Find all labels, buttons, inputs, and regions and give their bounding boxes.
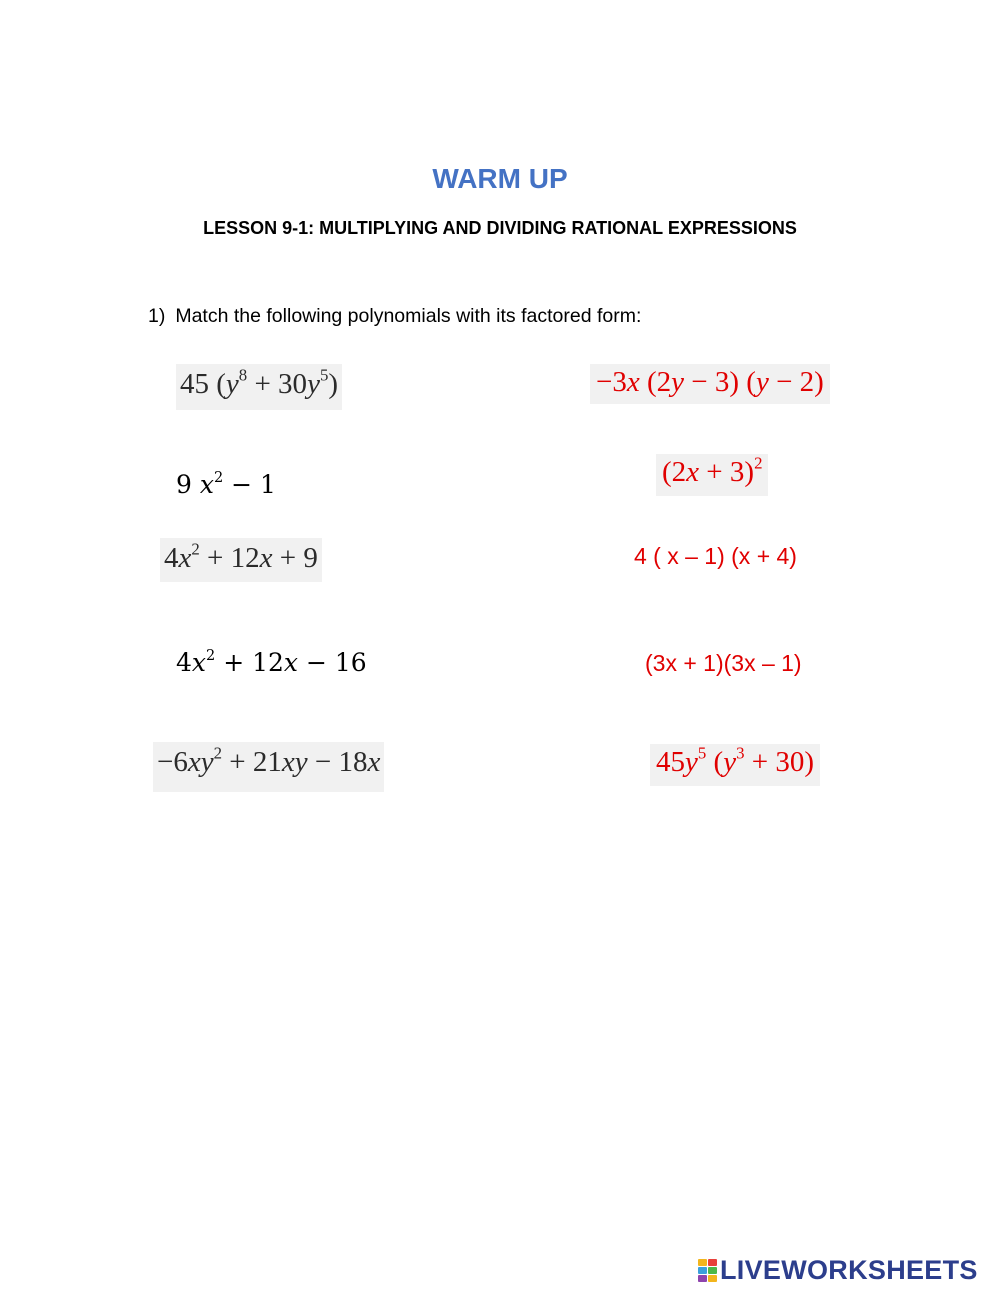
logo-block — [698, 1267, 707, 1274]
polynomial-5[interactable]: $-6xy^2 + 21xy - 18x$ — [153, 742, 384, 792]
logo-block — [698, 1275, 707, 1282]
polynomial-4[interactable]: $4x^2 + 12x - 16$ — [176, 648, 367, 677]
logo-block — [708, 1267, 717, 1274]
logo-block — [698, 1259, 707, 1266]
logo-text: LIVEWORKSHEETS — [720, 1254, 978, 1285]
polynomial-2[interactable]: 9 $x^2 - 1$ — [176, 470, 276, 499]
polynomial-1[interactable]: 45 $(y^8 + 30y^5)$ — [176, 364, 342, 410]
logo-block — [708, 1275, 717, 1282]
question-number: 1) — [148, 305, 166, 327]
liveworksheets-logo — [698, 1255, 978, 1285]
factored-form-5[interactable]: $45y^5$ $(y^3 + 30)$ — [650, 744, 820, 786]
logo-blocks-icon — [698, 1259, 717, 1282]
factored-form-1[interactable]: −3x (2y − 3) (y − 2) — [590, 364, 830, 404]
question-text: Match the following polynomials with its factored form: — [175, 305, 642, 327]
factored-form-4[interactable]: (3x + 1)(3x – 1) — [645, 650, 802, 676]
lesson-subtitle: LESSON 9-1: MULTIPLYING AND DIVIDING RATIONAL EXPRESSIONS — [203, 218, 797, 238]
question-1 — [148, 305, 641, 328]
page-title: WARM UP — [432, 163, 568, 194]
logo-block — [708, 1259, 717, 1266]
factored-form-3[interactable]: 4 ( x – 1) (x + 4) — [634, 543, 797, 569]
polynomial-3[interactable]: $4x^2 + 12x + 9$ — [160, 538, 322, 582]
factored-form-2[interactable]: $(2x + 3)^2$ — [656, 454, 768, 496]
